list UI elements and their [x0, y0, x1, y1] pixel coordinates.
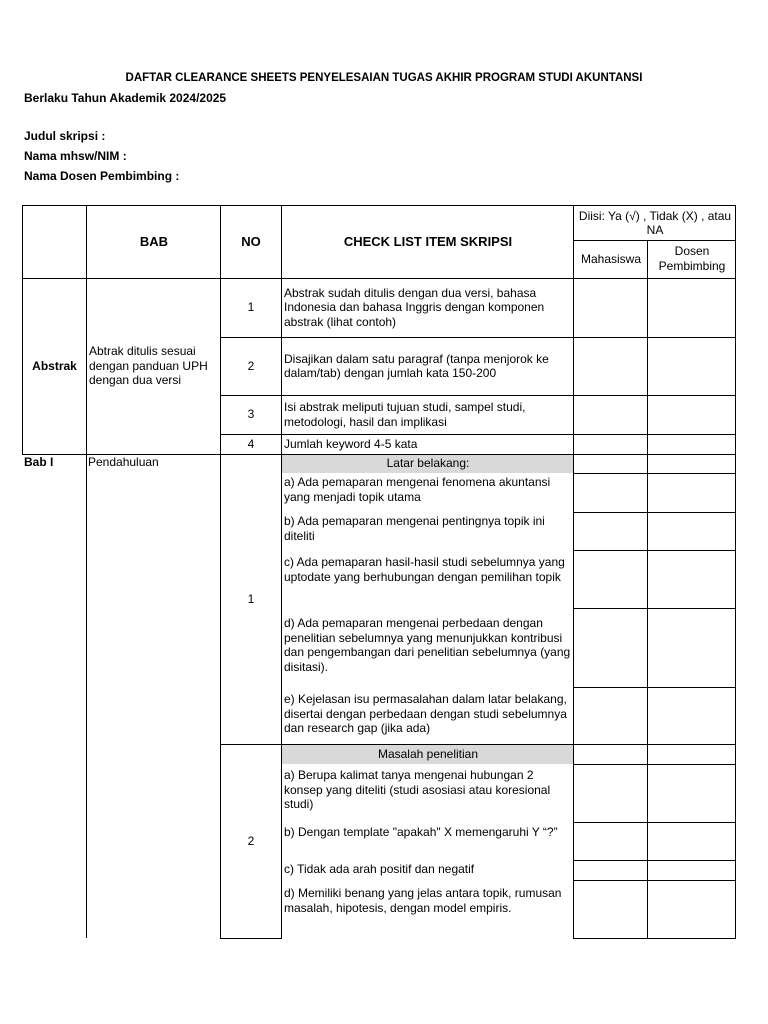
grid-line [22, 278, 736, 279]
header-mahasiswa: Mahasiswa [580, 251, 642, 266]
section-bab1-label: Bab I [24, 455, 54, 469]
grid-line [574, 822, 736, 823]
section-abstrak-desc: Abtrak ditulis sesuai dengan panduan UPH dengan dua versi [89, 344, 208, 388]
header-dosen-pembimbing: Dosen Pembimbing [658, 244, 726, 273]
grid-line [22, 205, 23, 454]
masalah-item-b: b) Dengan template "apakah" X memengaruhi Y “?” [284, 825, 558, 839]
latar-belakang-item-b: b) Ada pemaparan mengenai pentingnya topik ini diteliti [284, 514, 545, 543]
grid-line [647, 240, 648, 939]
grid-line [281, 205, 282, 939]
grid-line [86, 205, 87, 938]
grid-line [221, 938, 282, 939]
grid-line [574, 860, 736, 861]
latar-belakang-item-a: a) Ada pemaparan mengenai fenomena akuntansi yang menjadi topik utama [284, 475, 551, 504]
field-dosen-pembimbing: Nama Dosen Pembimbing : [24, 169, 180, 183]
header-no: NO [241, 233, 261, 249]
latar-belakang-item-c: c) Ada pemaparan hasil-hasil studi sebelumnya yang uptodate yang berhubungan dengan pemilihan topik [284, 555, 565, 584]
grid-line [574, 550, 736, 551]
grid-line [221, 744, 736, 745]
grid-line [573, 205, 574, 939]
abstrak-no-4: 4 [247, 436, 255, 451]
grid-line [221, 337, 736, 338]
abstrak-no-3: 3 [247, 407, 255, 422]
group-header-masalah-penelitian: Masalah penelitian [282, 744, 574, 764]
grid-line [220, 205, 221, 939]
abstrak-no-2: 2 [247, 358, 255, 373]
grid-line [22, 205, 736, 206]
abstrak-no-1: 1 [247, 300, 255, 315]
grid-line [574, 880, 736, 881]
grid-line [574, 512, 736, 513]
latar-belakang-item-d: d) Ada pemaparan mengenai perbedaan dengan penelitian sebelumnya yang menunjukkan kontribusi dan pengembangan dari penelitian sebelumnya (yang disitasi). [284, 616, 571, 674]
bab1-no-2: 2 [247, 833, 255, 848]
document-title: DAFTAR CLEARANCE SHEETS PENYELESAIAN TUGAS AKHIR PROGRAM STUDI AKUNTANSI [125, 72, 643, 84]
field-nama-mahasiswa: Nama mhsw/NIM : [24, 149, 127, 163]
grid-line [574, 938, 736, 939]
grid-line [22, 454, 736, 455]
grid-line [574, 687, 736, 688]
bab1-no-1: 1 [247, 591, 255, 606]
section-abstrak-label: Abstrak [32, 358, 77, 373]
masalah-item-d: d) Memiliki benang yang jelas antara topik, rumusan masalah, hipotesis, dengan model empiris. [284, 886, 562, 915]
abstrak-item-4: Jumlah keyword 4-5 kata [284, 436, 418, 451]
header-checklist: CHECK LIST ITEM SKRIPSI [343, 233, 513, 249]
header-fill-instruction: Diisi: Ya (√) , Tidak (X) , atau NA [578, 209, 732, 237]
grid-line [735, 205, 736, 939]
grid-line [221, 395, 736, 396]
academic-year: Berlaku Tahun Akademik 2024/2025 [24, 91, 227, 105]
latar-belakang-item-e: e) Kejelasan isu permasalahan dalam latar belakang, disertai dengan perbedaan dengan studi sebelumnya dan research gap (jika ada) [284, 692, 567, 735]
grid-line [574, 240, 736, 241]
grid-line [574, 764, 736, 765]
abstrak-item-3: Isi abstrak meliputi tujuan studi, sampel studi, metodologi, hasil dan implikasi [284, 400, 526, 429]
masalah-item-c: c) Tidak ada arah positif dan negatif [284, 862, 475, 876]
section-bab1-desc: Pendahuluan [88, 455, 159, 469]
abstrak-item-2: Disajikan dalam satu paragraf (tanpa menjorok ke dalam/tab) dengan jumlah kata 150-200 [284, 351, 549, 380]
grid-line [574, 473, 736, 474]
header-bab: BAB [139, 233, 169, 249]
grid-line [221, 434, 736, 435]
masalah-item-a: a) Berupa kalimat tanya mengenai hubungan 2 konsep yang diteliti (studi asosiasi atau koresional studi) [284, 768, 551, 811]
grid-line [574, 608, 736, 609]
group-header-latar-belakang: Latar belakang: [282, 454, 574, 473]
field-judul-skripsi: Judul skripsi : [24, 129, 106, 143]
abstrak-item-1: Abstrak sudah ditulis dengan dua versi, bahasa Indonesia dan bahasa Inggris dengan komponen abstrak (lihat contoh) [284, 285, 545, 329]
